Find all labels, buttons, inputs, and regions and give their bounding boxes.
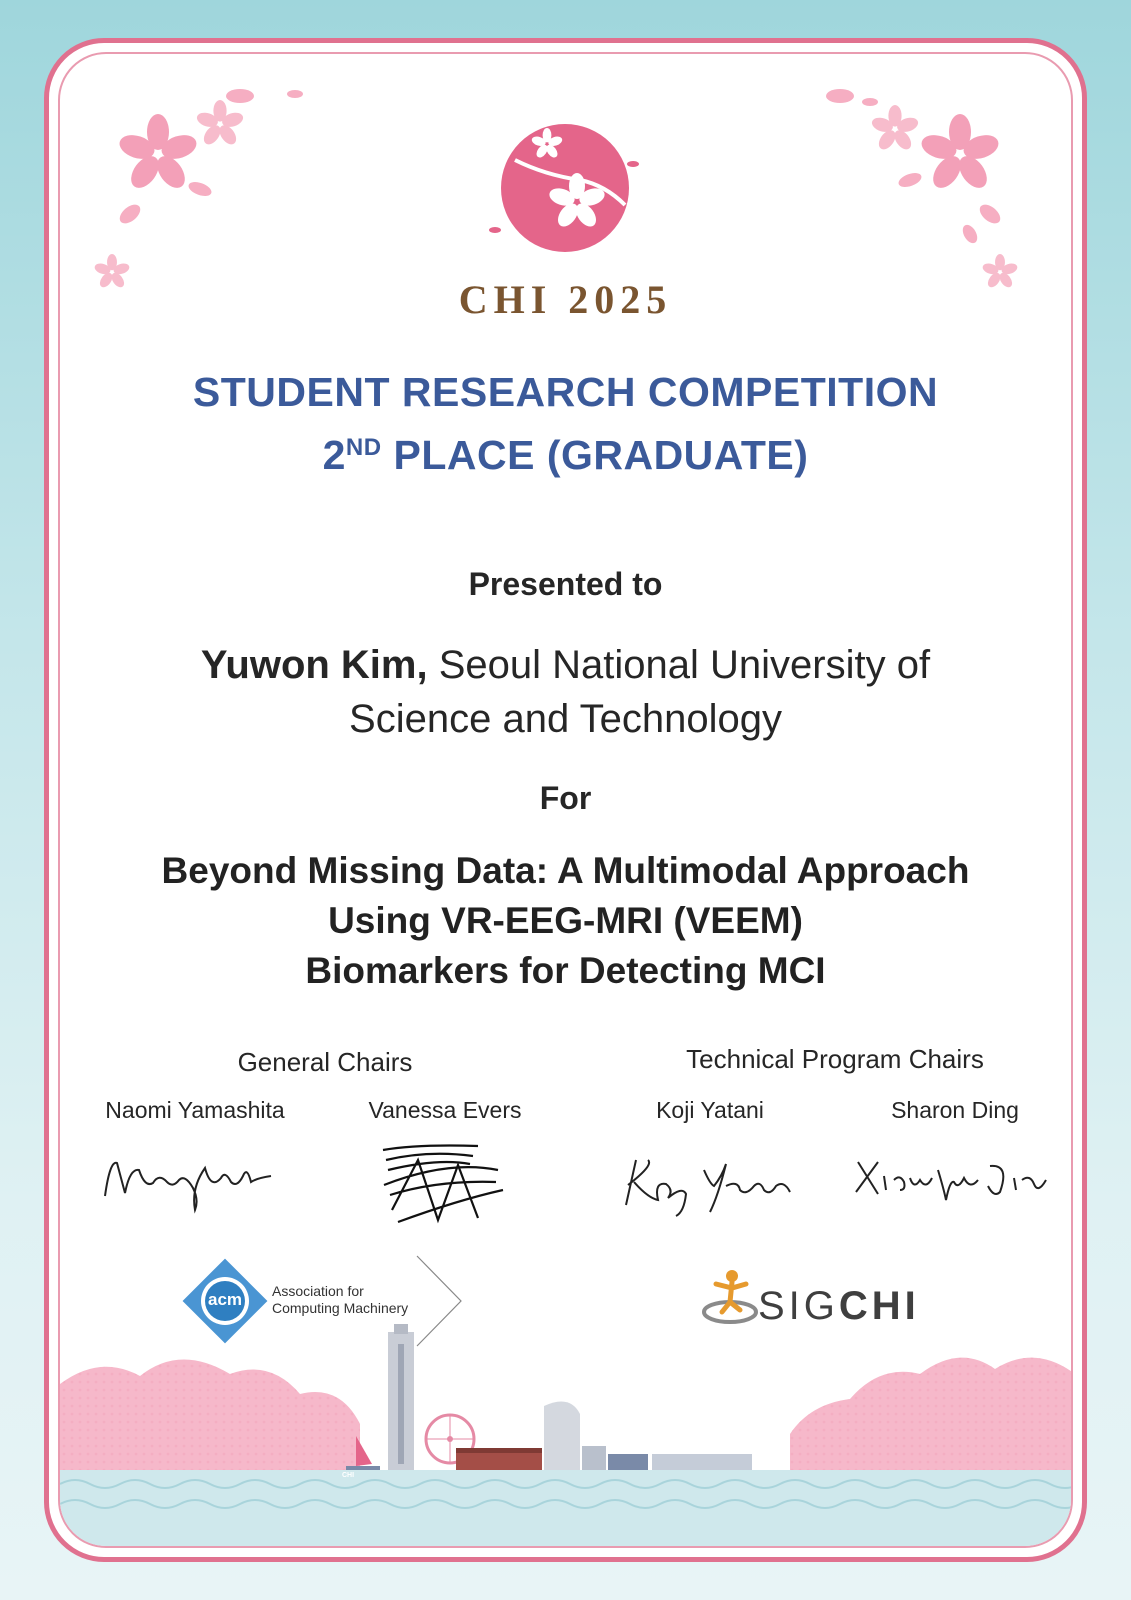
recipient	[0, 638, 1131, 746]
recipient-affiliation: Seoul National University of	[427, 643, 931, 687]
for-label: For	[539, 780, 592, 816]
technical-chairs-heading: Technical Program Chairs	[686, 1044, 984, 1074]
conference-logo-text: CHI 2025	[458, 277, 673, 322]
signature-naomi-yamashita	[95, 1148, 285, 1218]
presented-to-label: Presented to	[468, 566, 663, 602]
recipient-name: Yuwon Kim,	[200, 643, 428, 687]
chair-name: Koji Yatani	[656, 1097, 764, 1123]
paper-title: Beyond Missing Data: A Multimodal Approach Using VR-EEG-MRI (VEEM) Biomarkers for Detecting MCI	[161, 850, 970, 991]
signature-koji-yatani	[614, 1150, 804, 1220]
sigchi-wordmark: SIGCHI	[758, 1284, 920, 1328]
sakura-corner-left-icon	[90, 84, 320, 304]
chair-name: Vanessa Evers	[368, 1097, 522, 1123]
signature-vanessa-evers	[378, 1140, 518, 1230]
skyline-illustration	[60, 1314, 1073, 1548]
boat-label: CHI	[342, 1472, 355, 1479]
award-line-2: 2ND PLACE (GRADUATE)	[322, 432, 809, 478]
chair-name: Sharon Ding	[891, 1097, 1019, 1123]
recipient-affiliation-cont: Science and Technology	[349, 697, 782, 741]
sakura-corner-right-icon	[810, 84, 1040, 304]
signature-sharon-ding	[850, 1150, 1050, 1210]
acm-badge-text: acm	[207, 1290, 243, 1309]
general-chairs-heading: General Chairs	[237, 1047, 413, 1077]
acm-name: Association for Computing Machinery	[272, 1283, 409, 1316]
award-title	[0, 364, 1131, 483]
sigchi-logo-icon	[700, 1266, 760, 1332]
chair-name: Naomi Yamashita	[105, 1097, 285, 1123]
chi-sakura-logo-icon	[485, 120, 645, 260]
award-line-1: STUDENT RESEARCH COMPETITION	[192, 369, 939, 415]
acm-chevron-icon	[415, 1254, 465, 1348]
